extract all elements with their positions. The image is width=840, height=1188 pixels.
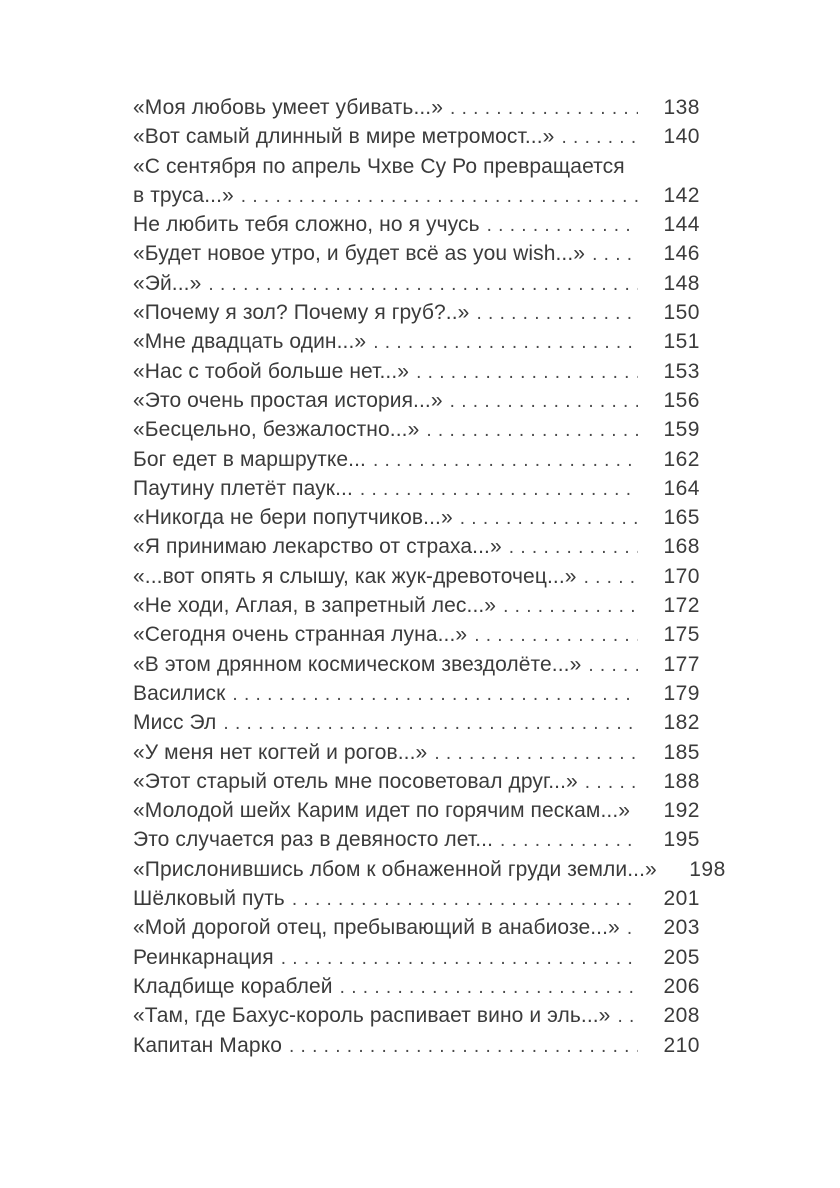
dot-leader	[241, 181, 638, 211]
dot-leader	[416, 357, 638, 387]
toc-entry	[133, 386, 700, 415]
toc-entry-title: «Нас с тобой больше нет...»	[133, 359, 410, 383]
toc-entry	[133, 269, 700, 298]
dot-leader	[588, 650, 638, 680]
dot-leader	[627, 913, 638, 943]
dot-leader	[476, 298, 638, 328]
toc-entry	[133, 1001, 700, 1030]
toc-entry-page: 210	[663, 1033, 700, 1057]
toc-entry-title: «Это очень простая история...»	[133, 388, 443, 412]
toc-entry-title: Шёлковый путь	[133, 887, 285, 911]
toc-entry-title: Мисс Эл	[133, 711, 217, 735]
toc-entry-title: «Сегодня очень странная луна...»	[133, 623, 468, 647]
toc-entry	[133, 415, 700, 444]
toc-entry-title: Паутину плетёт паук...	[133, 476, 353, 500]
toc-entry-page: 208	[663, 1004, 700, 1028]
toc-entry-page: 182	[663, 711, 700, 735]
toc-entry-page: 138	[663, 96, 700, 119]
toc-entry-page: 162	[663, 447, 700, 471]
toc-entry	[133, 445, 700, 474]
toc-entry-title: Бог едет в маршрутке...	[133, 447, 366, 471]
toc-entry-title: «Моя любовь умеет убивать...»	[133, 96, 444, 119]
toc-entry	[133, 327, 700, 356]
toc-entry-page: 192	[663, 799, 700, 823]
toc-entry-page: 188	[663, 769, 700, 793]
toc-entry-page: 159	[663, 418, 700, 442]
toc-entry-title: Реинкарнация	[133, 945, 274, 969]
toc-entry-page: 164	[663, 476, 700, 500]
toc-entry-title: «В этом дрянном космическом звездолёте...»	[133, 652, 582, 676]
toc-entry-title: «Бесцельно, безжалостно...»	[133, 418, 420, 442]
toc-entry-page: 198	[689, 857, 726, 881]
toc-entry	[133, 943, 700, 972]
dot-leader	[584, 562, 638, 592]
toc-entry	[133, 152, 700, 181]
toc-entry-page: 168	[663, 535, 700, 559]
dot-leader	[637, 796, 638, 826]
toc-entry	[133, 650, 700, 679]
toc-entry-title: «Вот самый длинный в мире метромост...»	[133, 125, 555, 149]
toc-entry	[133, 122, 700, 151]
toc-entry-page: 195	[663, 828, 700, 852]
toc-entry-title: «Я принимаю лекарство от страха...»	[133, 535, 502, 559]
toc-entry-page: 170	[663, 564, 700, 588]
toc-entry-title: «Этот старый отель мне посоветовал друг...»	[133, 769, 578, 793]
toc-entry-title: Василиск	[133, 681, 226, 705]
dot-leader	[585, 767, 638, 797]
dot-leader	[509, 532, 638, 562]
toc-entry	[133, 1031, 700, 1060]
toc-entry-page: 206	[663, 974, 700, 998]
toc-entry-page: 142	[663, 183, 700, 207]
toc-entry-title: Это случается раз в девяносто лет...	[133, 828, 494, 852]
toc-entry-page: 165	[663, 506, 700, 530]
toc-entry	[133, 972, 700, 1001]
toc-entry-title: «Молодой шейх Карим идет по горячим пескам...»	[133, 799, 631, 823]
dot-leader	[281, 943, 638, 973]
toc-entry	[133, 532, 700, 561]
dot-leader	[487, 210, 638, 240]
dot-leader	[460, 503, 638, 533]
dot-leader	[474, 620, 638, 650]
toc-entry	[133, 679, 700, 708]
toc-entry-page: 185	[663, 740, 700, 764]
toc-entry	[133, 620, 700, 649]
toc-entry-page: 203	[663, 916, 700, 940]
toc-entry	[133, 738, 700, 767]
toc-entry-title: «Почему я зол? Почему я груб?..»	[133, 301, 470, 325]
toc-entry-title: «Не ходи, Аглая, в запретный лес...»	[133, 594, 497, 618]
dot-leader	[373, 327, 638, 357]
toc-entry-page: 140	[663, 125, 700, 149]
toc-entry-page: 156	[663, 388, 700, 412]
toc-entry-page: 175	[663, 623, 700, 647]
toc-entry	[133, 357, 700, 386]
dot-leader	[289, 1031, 638, 1061]
dot-leader	[503, 591, 638, 621]
toc-entry	[133, 210, 700, 239]
toc-entry-title: «Мне двадцать один...»	[133, 330, 367, 354]
toc-entry-title: «Прислонившись лбом к обнаженной груди земли...»	[133, 857, 657, 881]
toc-entry	[133, 796, 700, 825]
toc-entry-title: «Мой дорогой отец, пребывающий в анабиозе...»	[133, 916, 620, 940]
dot-leader	[340, 972, 638, 1002]
toc-entry	[133, 884, 700, 913]
dot-leader	[450, 386, 638, 416]
toc-entry-page: 177	[663, 652, 700, 676]
toc-entry-page: 144	[663, 213, 700, 237]
toc-entry-page: 205	[663, 945, 700, 969]
toc-entry	[133, 562, 700, 591]
toc-entry-page: 201	[663, 887, 700, 911]
dot-leader	[208, 269, 638, 299]
toc-entry	[133, 181, 700, 210]
toc-entry	[133, 855, 726, 884]
toc-entry-title: «...вот опять я слышу, как жук-древоточец...»	[133, 564, 577, 588]
toc-entry-title: «Эй...»	[133, 271, 202, 295]
dot-leader	[232, 679, 638, 709]
dot-leader	[434, 738, 638, 768]
dot-leader	[592, 239, 638, 269]
toc-entry-page: 153	[663, 359, 700, 383]
toc-entry	[133, 503, 700, 532]
toc-entry-title: Кладбище кораблей	[133, 974, 333, 998]
toc-entry	[133, 591, 700, 620]
toc-entry-page: 172	[663, 594, 700, 618]
dot-leader	[561, 122, 638, 152]
toc-entry	[133, 913, 700, 942]
dot-leader	[223, 708, 638, 738]
toc-entry	[133, 298, 700, 327]
toc-entry-title: «С сентября по апрель Чхве Су Ро превращается	[133, 154, 625, 178]
dot-leader	[373, 445, 638, 475]
dot-leader	[450, 93, 638, 123]
toc-entry	[133, 825, 700, 854]
dot-leader	[426, 415, 638, 445]
toc-entry	[133, 93, 700, 122]
toc-list	[133, 93, 726, 1060]
toc-entry-page: 179	[663, 681, 700, 705]
toc-entry-title: «Там, где Бахус-король распивает вино и эль...»	[133, 1004, 611, 1028]
toc-entry-page: 151	[663, 330, 700, 354]
dot-leader	[500, 825, 638, 855]
toc-entry-page: 150	[663, 301, 700, 325]
toc-entry	[133, 239, 700, 268]
toc-entry-title: Капитан Марко	[133, 1033, 282, 1057]
dot-leader	[292, 884, 638, 914]
toc-entry	[133, 474, 700, 503]
toc-entry-page: 148	[663, 271, 700, 295]
toc-entry-title: в труса...»	[133, 183, 234, 207]
dot-leader	[617, 1001, 638, 1031]
toc-entry-title: Не любить тебя сложно, но я учусь	[133, 213, 480, 237]
toc-entry	[133, 708, 700, 737]
toc-entry-title: «Никогда не бери попутчиков...»	[133, 506, 453, 530]
toc-entry-page: 146	[663, 242, 700, 266]
dot-leader	[360, 474, 638, 504]
toc-entry-title: «У меня нет когтей и рогов...»	[133, 740, 428, 764]
toc-entry	[133, 767, 700, 796]
toc-entry-title: «Будет новое утро, и будет всё as you wish...»	[133, 242, 586, 266]
